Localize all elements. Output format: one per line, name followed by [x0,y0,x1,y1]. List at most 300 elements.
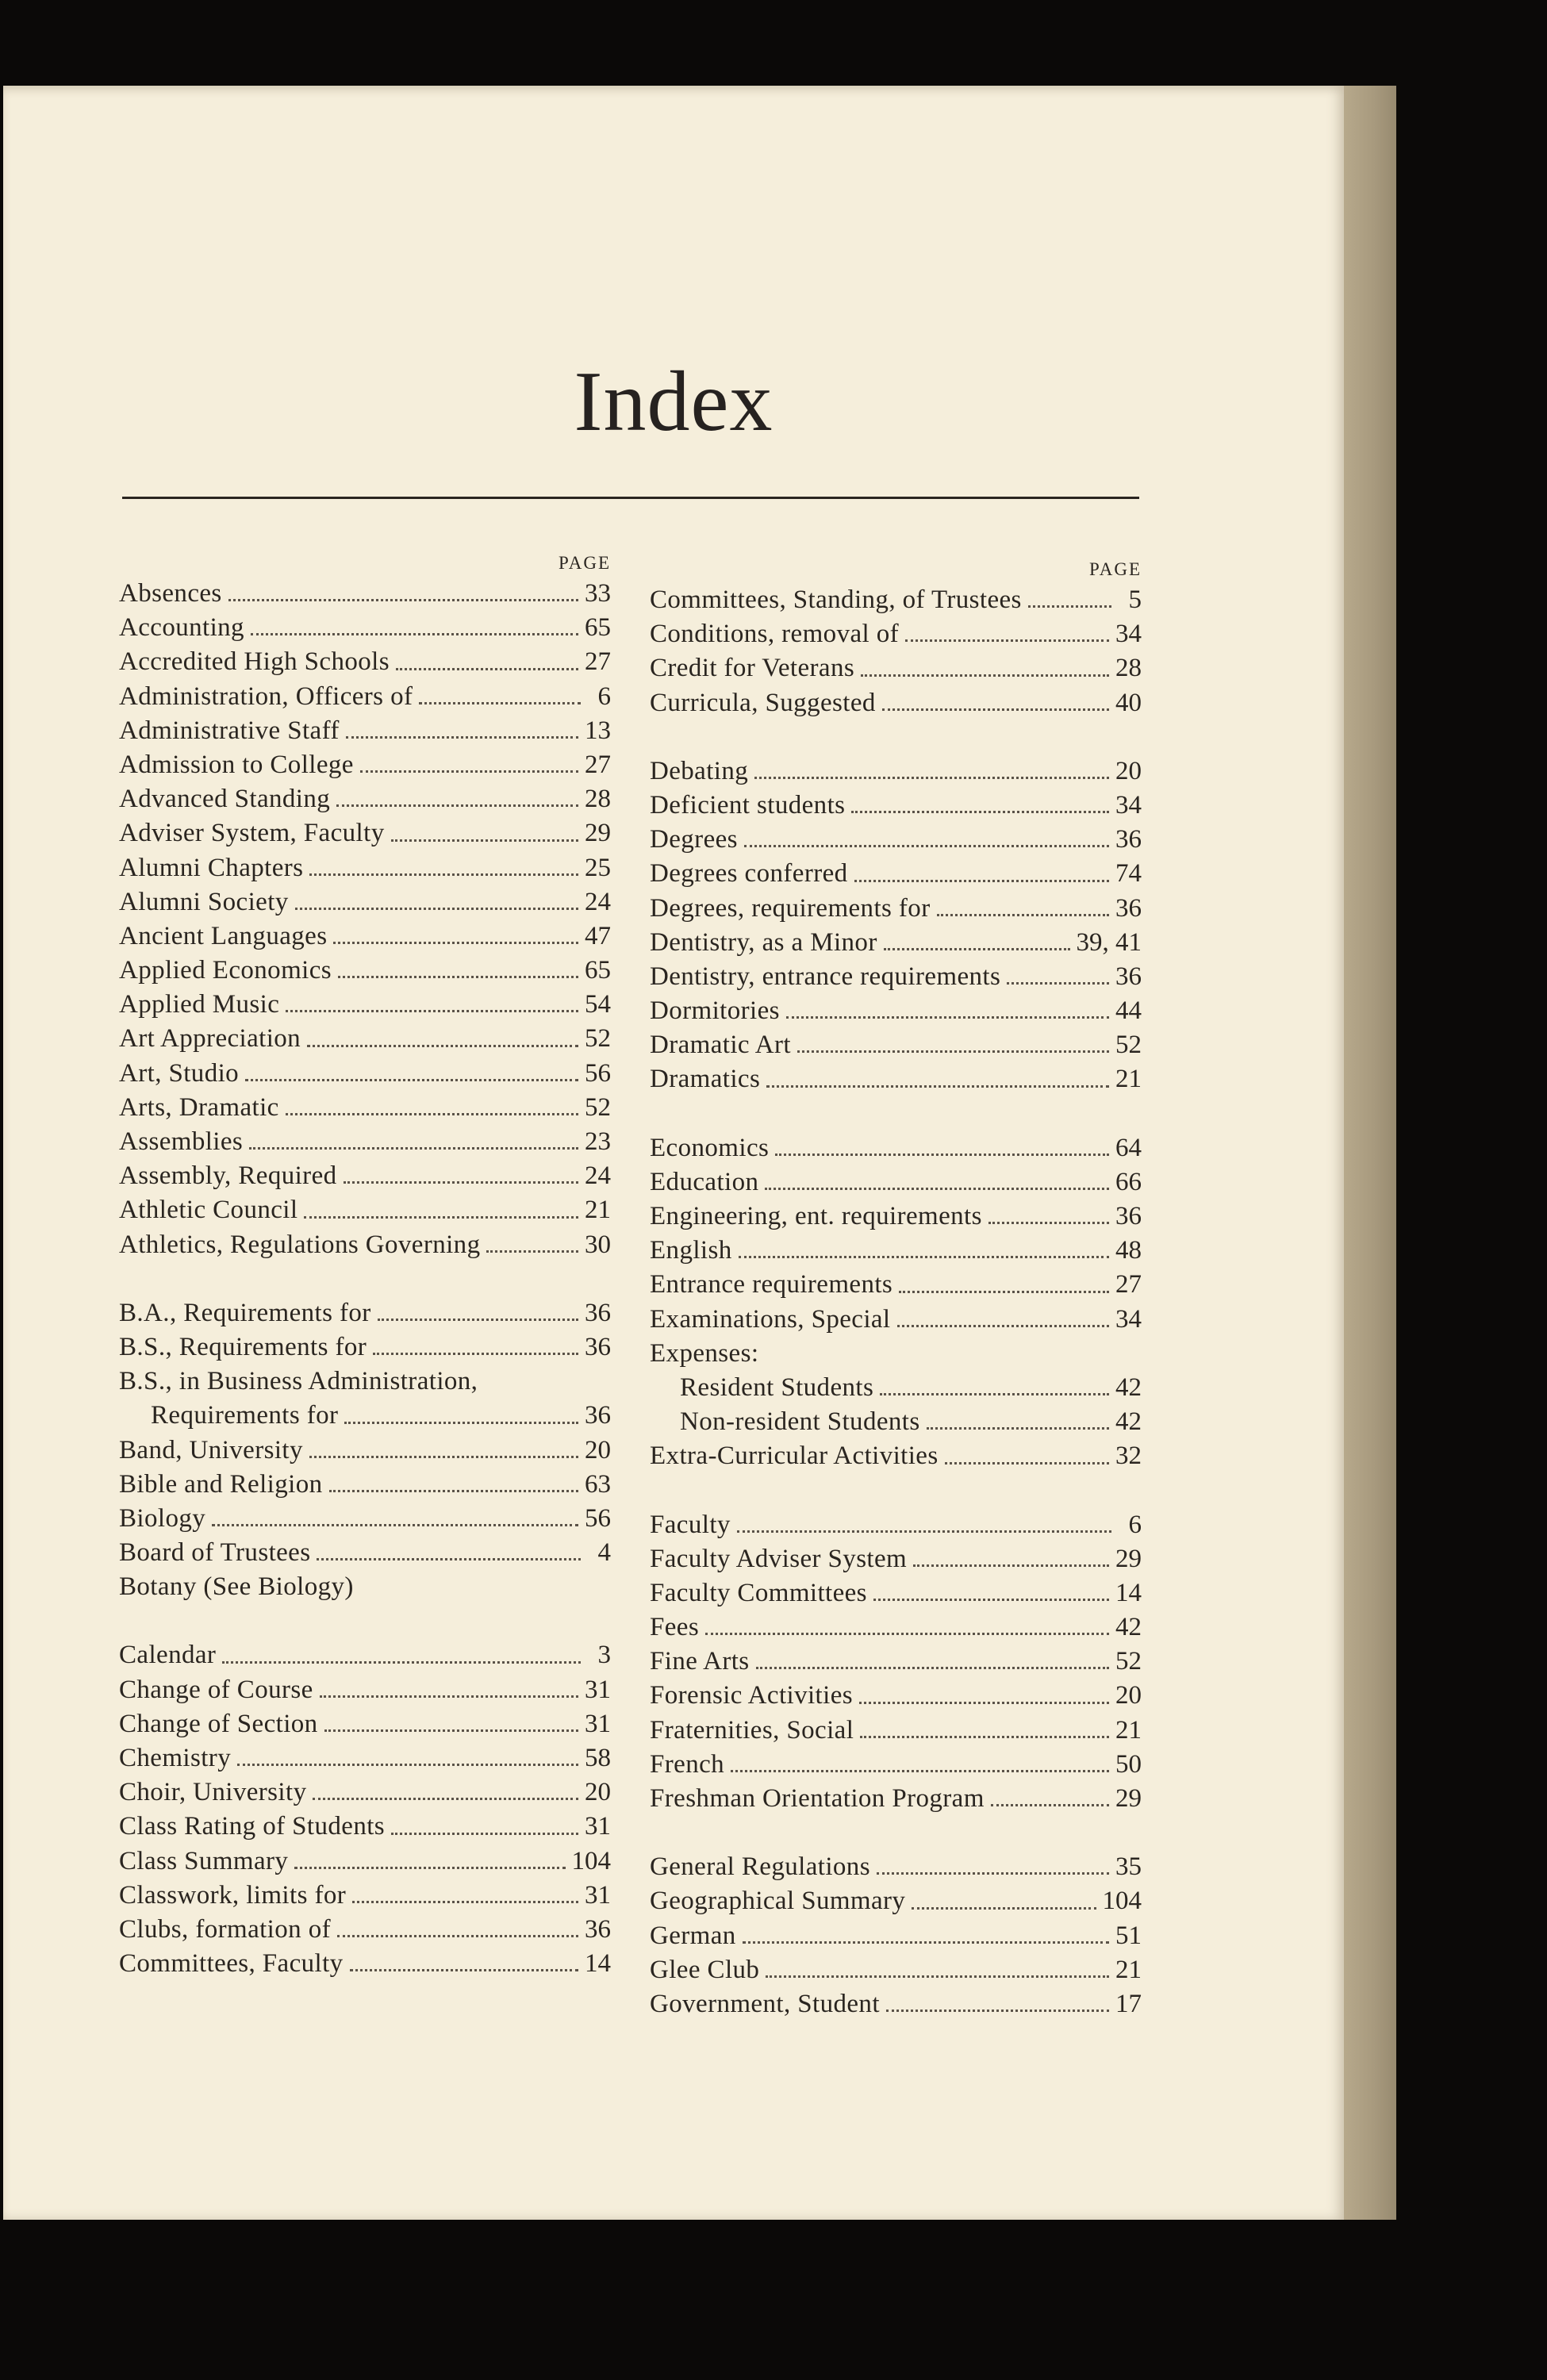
index-entry-page: 104 [571,1846,611,1875]
index-entry [119,1570,611,1604]
index-entry [119,1159,611,1193]
index-entry-label: Band, University [119,1435,303,1464]
dot-leader [991,1803,1109,1806]
index-entry-page: 42 [1115,1372,1142,1402]
dot-leader [754,776,1109,779]
index-entry-label: Dormitories [650,996,780,1026]
index-entry [119,954,611,988]
index-entry-page: 44 [1115,996,1142,1026]
index-entry-page: 104 [1102,1887,1142,1916]
index-entry-page: 6 [1128,1510,1142,1539]
index-entry-page: 17 [1115,1989,1142,2018]
index-entry-page: 6 [597,681,611,711]
index-entry [650,1165,1142,1200]
index-entry-page: 30 [585,1230,611,1259]
dot-leader [313,1797,578,1800]
index-entry-label: German [650,1921,736,1950]
dot-leader [352,1900,578,1903]
index-entry-label: Class Rating of Students [119,1812,386,1841]
index-entry-page: 27 [585,750,611,779]
index-entry [119,1125,611,1159]
index-entry [119,1296,611,1330]
index-entry-label: Administrative Staff [119,716,340,745]
dot-leader [346,735,578,739]
index-entry [650,994,1142,1028]
section-gap [650,720,1142,754]
index-entry-page: 36 [1115,893,1142,923]
dot-leader [391,1832,578,1835]
dot-leader [286,1112,578,1115]
dot-leader [786,1015,1109,1019]
index-entry [650,651,1142,685]
dot-leader [320,1695,578,1698]
index-entry-label: Requirements for [151,1401,339,1430]
dot-leader [309,1455,578,1458]
index-entry-page: 56 [585,1503,611,1533]
index-entry [650,1576,1142,1610]
index-entry [119,1468,611,1502]
dot-leader [294,1866,565,1869]
index-entry-label: Entrance requirements [650,1270,893,1299]
index-entry [650,1850,1142,1884]
dot-leader [743,1940,1109,1944]
index-entry-page: 54 [585,990,611,1019]
index-entry-page: 31 [585,1812,611,1841]
index-entry-page: 36 [1115,962,1142,991]
index-entry [650,1748,1142,1782]
dot-leader [937,913,1109,916]
dot-leader [245,1078,578,1081]
index-entry-label: Resident Students [680,1372,874,1402]
dot-leader [307,1044,578,1047]
index-entry-label: Athletic Council [119,1196,298,1225]
index-entry-page: 4 [597,1538,611,1568]
index-entry [650,1610,1142,1645]
index-entry-page: 52 [585,1024,611,1054]
index-entry [650,754,1142,789]
dot-leader [317,1557,581,1560]
dot-leader [237,1763,578,1766]
index-entry-label: Advanced Standing [119,785,331,814]
dot-leader [222,1660,581,1664]
index-entry [119,577,611,611]
page-column-header: PAGE [1089,559,1142,579]
index-entry-label: Applied Music [119,990,280,1019]
index-entry [119,645,611,679]
index-entry [119,1638,611,1672]
dot-leader [899,1290,1109,1293]
index-entry-label: Absences [119,579,222,608]
index-entry [650,686,1142,720]
dot-leader [336,804,578,807]
index-entry [650,1200,1142,1234]
index-entry-label: B.S., Requirements for [119,1332,367,1361]
index-entry-label: Administration, Officers of [119,681,413,711]
index-entry [650,617,1142,651]
section-gap [119,1262,611,1296]
dot-leader [731,1769,1109,1772]
index-entry-label: Calendar [119,1641,217,1670]
index-entry-page: 42 [1115,1407,1142,1437]
index-entry [119,1502,611,1536]
index-entry-label: Degrees, requirements for [650,893,931,923]
index-entry [119,816,611,850]
dot-leader [329,1489,578,1492]
page-column-header: PAGE [559,553,611,573]
dot-leader [737,1530,1111,1533]
index-entry-page: 63 [585,1469,611,1499]
index-entry-label: Dramatics [650,1065,761,1094]
dot-leader [344,1421,578,1424]
index-entry-page: 24 [585,887,611,916]
book-page [3,86,1344,2220]
index-entry-page: 28 [585,785,611,814]
index-entry [119,714,611,748]
index-entry-label: Conditions, removal of [650,620,900,649]
index-entry-label: B.A., Requirements for [119,1298,371,1327]
index-entry-page: 36 [585,1401,611,1430]
index-entry-page: 29 [1115,1784,1142,1813]
dot-leader [880,1392,1109,1395]
index-entry-page: 40 [1115,688,1142,717]
index-entry-label: Extra-Curricular Activities [650,1441,939,1471]
index-entries-right [650,583,1142,2021]
index-entry [119,919,611,954]
index-entry-label: Assembly, Required [119,1161,337,1191]
dot-leader [905,639,1109,642]
dot-leader [756,1666,1109,1669]
index-entry-label: Education [650,1167,759,1196]
dot-leader [344,1180,578,1184]
index-entry [650,857,1142,891]
index-entry-page: 20 [1115,1681,1142,1710]
dot-leader [797,1050,1109,1053]
index-entry-page: 21 [1115,1955,1142,1984]
index-entry [119,782,611,816]
index-entry-page: 5 [1128,585,1142,614]
index-entry-page: 36 [585,1298,611,1327]
index-entry-label: Faculty Committees [650,1578,867,1607]
index-entry-page: 65 [585,956,611,985]
index-entry-label: Clubs, formation of [119,1914,331,1944]
index-entry-label: Admission to College [119,750,354,779]
index-entry-label: Engineering, ent. requirements [650,1202,982,1230]
index-entry [650,960,1142,994]
index-entry [119,1810,611,1844]
index-entry [119,1947,611,1981]
index-entry-label: Government, Student [650,1989,880,2018]
section-gap [650,1816,1142,1850]
index-entry-label: Degrees conferred [650,859,848,889]
index-entry-page: 31 [585,1880,611,1910]
dot-leader [338,975,578,978]
index-entry-page: 39, 41 [1076,927,1142,957]
index-entry [650,1508,1142,1542]
index-entry-page: 13 [585,716,611,745]
index-entry [650,1714,1142,1748]
dot-leader [897,1324,1110,1327]
index-entry-label: Choir, University [119,1778,307,1807]
index-entry-page: 14 [585,1949,611,1979]
index-entry-page: 31 [585,1675,611,1704]
dot-leader [861,674,1109,677]
dot-leader [373,1352,578,1355]
index-entry [119,1741,611,1775]
index-entry-page: 50 [1115,1749,1142,1779]
index-entry-label: Geographical Summary [650,1887,906,1916]
index-entry-label: Faculty Adviser System [650,1544,908,1573]
index-entry-label: Chemistry [119,1744,232,1772]
index-entry-page: 25 [585,853,611,882]
index-entry-page: 28 [1115,654,1142,683]
index-entry-page: 27 [1115,1270,1142,1299]
index-entry [119,1228,611,1262]
index-entry [119,1775,611,1810]
dot-leader [766,1084,1109,1088]
dot-leader [851,810,1109,813]
index-entry [650,1303,1142,1337]
index-entry-page: 58 [585,1744,611,1772]
index-entry-label: English [650,1236,732,1265]
index-entry [119,1330,611,1365]
index-entry-label: General Regulations [650,1852,870,1882]
index-entry [650,1782,1142,1816]
dot-leader [249,1146,578,1150]
index-entry-label: Arts, Dramatic [119,1092,279,1122]
index-entry [650,823,1142,857]
index-entry-page: 21 [1115,1065,1142,1094]
index-entry [650,1131,1142,1165]
dot-leader [333,941,578,944]
index-entry-page: 14 [1115,1578,1142,1607]
index-entry-label: Degrees [650,825,738,854]
index-entry [119,1434,611,1468]
index-entry [650,1439,1142,1473]
dot-leader [324,1729,578,1732]
index-entry-page: 52 [1115,1647,1142,1676]
index-entry-label: Faculty [650,1510,731,1539]
index-entry-page: 34 [1115,1304,1142,1334]
dot-leader [1028,605,1111,608]
index-entry-label: Assemblies [119,1127,244,1156]
index-entry-label: Dentistry, as a Minor [650,927,877,957]
index-entry-page: 24 [585,1161,611,1191]
index-entry [650,1234,1142,1268]
index-entry-page: 56 [585,1058,611,1088]
index-entry [119,1365,611,1399]
index-entry [119,1057,611,1091]
index-entry-label: Credit for Veterans [650,654,855,683]
index-entry-page: 66 [1115,1167,1142,1196]
dot-leader [860,1735,1109,1738]
dot-leader [988,1221,1109,1224]
index-entry [650,1884,1142,1918]
index-entry-label: Art Appreciation [119,1024,301,1054]
page-title: Index [574,355,774,449]
index-entry-label: Classwork, limits for [119,1880,347,1910]
index-entry-label: Applied Economics [119,956,332,985]
index-entry-label: Biology [119,1503,206,1533]
index-entry-label: Economics [650,1133,770,1162]
index-entry [650,789,1142,823]
index-entry [650,1028,1142,1062]
index-entry [119,748,611,782]
index-entry [650,1645,1142,1679]
index-entry [119,988,611,1022]
index-entry-page: 42 [1115,1613,1142,1642]
index-entry-label: Board of Trustees [119,1538,311,1568]
index-entry-page: 20 [585,1435,611,1464]
dot-leader [304,1215,578,1219]
index-entry-label: Fine Arts [650,1647,750,1676]
index-entry [650,1987,1142,2021]
title-rule [122,497,1139,499]
index-entry-page: 48 [1115,1236,1142,1265]
index-entry-page: 21 [585,1196,611,1225]
index-entry-label: Art, Studio [119,1058,240,1088]
index-entry-label: Freshman Orientation Program [650,1784,985,1813]
dot-leader [350,1968,578,1971]
index-entry-page: 64 [1115,1133,1142,1162]
dot-leader [766,1975,1109,1978]
index-entry-page: 34 [1115,620,1142,649]
index-entry-page: 36 [585,1332,611,1361]
index-entry-label: French [650,1749,725,1779]
dot-leader [882,708,1109,711]
dot-leader [391,839,578,842]
dot-leader [705,1632,1109,1635]
index-entry-page: 29 [585,819,611,848]
dot-leader [295,907,578,910]
index-entry-label: Change of Course [119,1675,313,1704]
dot-leader [877,1871,1109,1875]
index-entry [119,1193,611,1227]
index-entry [119,885,611,919]
index-entry-page: 52 [1115,1031,1142,1060]
index-entry [650,1337,1142,1371]
index-entry [119,1879,611,1913]
index-entry [650,1542,1142,1576]
index-entry-label: Accounting [119,613,244,643]
dot-leader [251,632,578,635]
index-entry-label: Alumni Chapters [119,853,304,882]
index-entry [119,851,611,885]
index-entry-label: Fraternities, Social [650,1715,854,1745]
index-entry [650,1371,1142,1405]
index-entry [119,1022,611,1056]
index-entry-label: Examinations, Special [650,1304,891,1334]
index-entry [119,611,611,645]
index-entry-page: 34 [1115,790,1142,820]
index-entry-page: 27 [585,647,611,677]
dot-leader [212,1523,578,1526]
index-entry [119,1399,611,1433]
section-gap [119,1604,611,1638]
index-entry-label: Ancient Languages [119,921,328,950]
index-column-right [650,556,1142,2021]
dot-leader [859,1701,1109,1704]
index-entry-page: 74 [1115,859,1142,889]
index-entry [650,1953,1142,1987]
dot-leader [912,1906,1096,1910]
index-entry-page: 33 [585,579,611,608]
index-entry-page: 35 [1115,1852,1142,1882]
dot-leader [1007,981,1109,985]
index-entry-page: 31 [585,1709,611,1738]
index-entry [650,926,1142,960]
index-entry-label: Committees, Standing, of Trustees [650,585,1022,614]
dot-leader [739,1255,1109,1258]
dot-leader [913,1564,1109,1567]
index-entry-page: 3 [597,1641,611,1670]
index-entry-label: Fees [650,1613,700,1642]
dot-leader [378,1318,578,1321]
index-entry-page: 36 [1115,1202,1142,1230]
index-entry-page: 47 [585,921,611,950]
dot-leader [419,701,581,704]
index-entry-label: Dentistry, entrance requirements [650,962,1001,991]
index-entry-label: Dramatic Art [650,1031,791,1060]
index-entry-page: 29 [1115,1544,1142,1573]
index-entry-page: 36 [1115,825,1142,854]
dot-leader [744,844,1109,847]
index-entry-page: 20 [1115,756,1142,785]
index-entry-page: 52 [585,1092,611,1122]
section-gap [650,1474,1142,1508]
index-entry-page: 21 [1115,1715,1142,1745]
index-entries-left [119,577,611,1981]
index-entry-label: Deficient students [650,790,846,820]
page-edge [1339,86,1396,2220]
index-entry [650,1268,1142,1302]
index-entry [650,583,1142,617]
index-entry [650,1919,1142,1953]
dot-leader [765,1187,1109,1190]
dot-leader [873,1598,1109,1601]
index-entry [650,1062,1142,1096]
index-entry [119,1913,611,1947]
dot-leader [854,879,1109,882]
dot-leader [775,1153,1109,1156]
index-entry-label: Debating [650,756,749,785]
index-entry [119,1844,611,1879]
dot-leader [396,667,578,670]
index-entry [119,680,611,714]
index-entry-label: Accredited High Schools [119,647,390,677]
index-entry [650,1405,1142,1439]
index-entry-label: Expenses: [650,1338,759,1368]
dot-leader [228,598,578,601]
index-entry-label: Committees, Faculty [119,1949,344,1979]
index-entry [650,892,1142,926]
index-entry-label: Non-resident Students [680,1407,920,1437]
index-entry-page: 32 [1115,1441,1142,1471]
dot-leader [884,947,1070,950]
index-entry-label: Alumni Society [119,887,289,916]
index-entry-page: 51 [1115,1921,1142,1950]
index-entry [119,1536,611,1570]
dot-leader [886,2009,1109,2012]
index-entry [650,1679,1142,1713]
dot-leader [927,1426,1109,1430]
section-gap [650,1097,1142,1131]
index-entry-page: 65 [585,613,611,643]
index-column-left [119,550,611,1981]
index-entry-page: 36 [585,1914,611,1944]
index-entry-label: Botany (See Biology) [119,1572,354,1602]
index-entry-label: Curricula, Suggested [650,688,876,717]
dot-leader [286,1009,578,1012]
